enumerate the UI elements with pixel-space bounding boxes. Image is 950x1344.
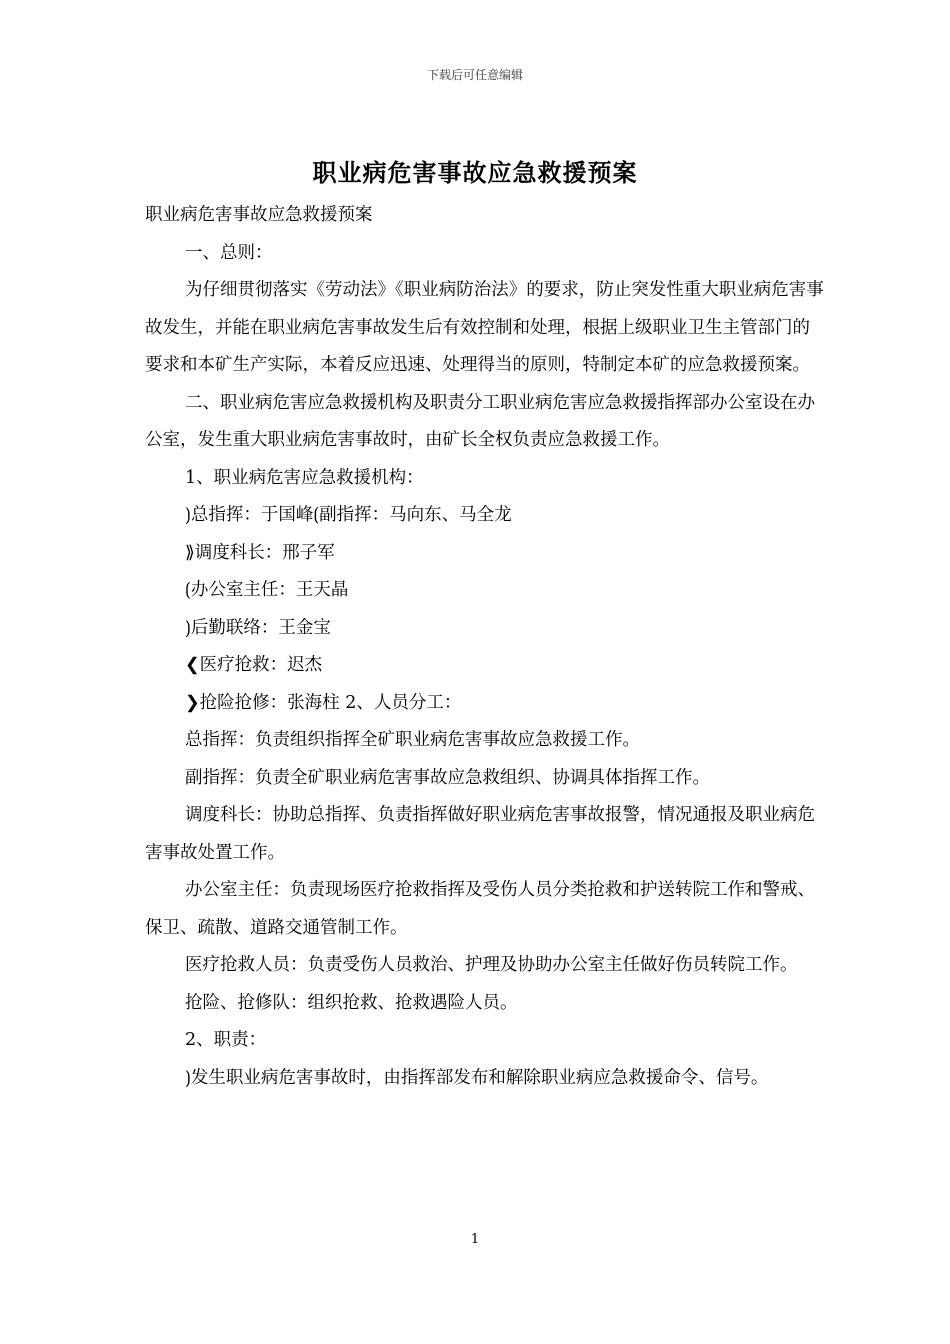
body-paragraph: ⟫调度科长：邢子军 xyxy=(185,542,335,563)
body-paragraph: ❮医疗抢救：迟杰 xyxy=(185,655,323,675)
body-paragraph: 职业病危害事故应急救援预案 xyxy=(145,205,373,225)
document-title: 职业病危害事故应急救援预案 xyxy=(312,158,638,187)
body-paragraph: 为仔细贯彻落实《劳动法》《职业病防治法》的要求，防止突发性重大职业病危害事故发生，并能在职业病危害事故发生后有效控制和处理，根据上级职业卫生主管部门的要求和本矿生产实际，本着反应迅速、处理得当的原则，特制定本矿的应急救援预案。 xyxy=(145,280,824,375)
body-paragraph: ⟯总指挥：于国峰⟮副指挥：马向东、马全龙 xyxy=(185,505,512,525)
body-paragraph: 副指挥：负责全矿职业病危害事故应急救组织、协调具体指挥工作。 xyxy=(185,767,710,788)
body-paragraph: 调度科长：协助总指挥、负责指挥做好职业病危害事故报警，情况通报及职业病危害事故处置工作。 xyxy=(145,805,815,863)
page-number: 1 xyxy=(470,1232,480,1247)
body-paragraph: 一、总则： xyxy=(185,242,273,263)
body-paragraph: 抢险、抢修队：组织抢救、抢救遇险人员。 xyxy=(185,992,518,1013)
body-paragraph: 1、职业病危害应急救援机构： xyxy=(185,467,424,488)
body-paragraph: ⟮办公室主任：王天晶 xyxy=(185,580,349,600)
body-paragraph: 2、职责： xyxy=(185,1030,267,1050)
document-body xyxy=(145,197,825,1097)
body-paragraph: 办公室主任：负责现场医疗抢救指挥及受伤人员分类抢救和护送转院工作和警戒、保卫、疏散、道路交通管制工作。 xyxy=(145,880,815,938)
body-paragraph: ❯抢险抢修：张海柱 2、人员分工： xyxy=(185,692,462,713)
header-note: 下载后可任意编辑 xyxy=(426,68,523,82)
body-paragraph: ⟯发生职业病危害事故时，由指挥部发布和解除职业病应急救援命令、信号。 xyxy=(185,1067,769,1088)
body-paragraph: 医疗抢救人员：负责受伤人员救治、护理及协助办公室主任做好伤员转院工作。 xyxy=(185,955,798,975)
body-paragraph: 总指挥：负责组织指挥全矿职业病危害事故应急救援工作。 xyxy=(185,730,640,750)
body-paragraph: ⟯后勤联络：王金宝 xyxy=(185,617,331,638)
body-paragraph: 二、职业病危害应急救援机构及职责分工职业病危害应急救援指挥部办公室设在办公室，发生重大职业病危害事故时，由矿长全权负责应急救援工作。 xyxy=(145,392,815,450)
